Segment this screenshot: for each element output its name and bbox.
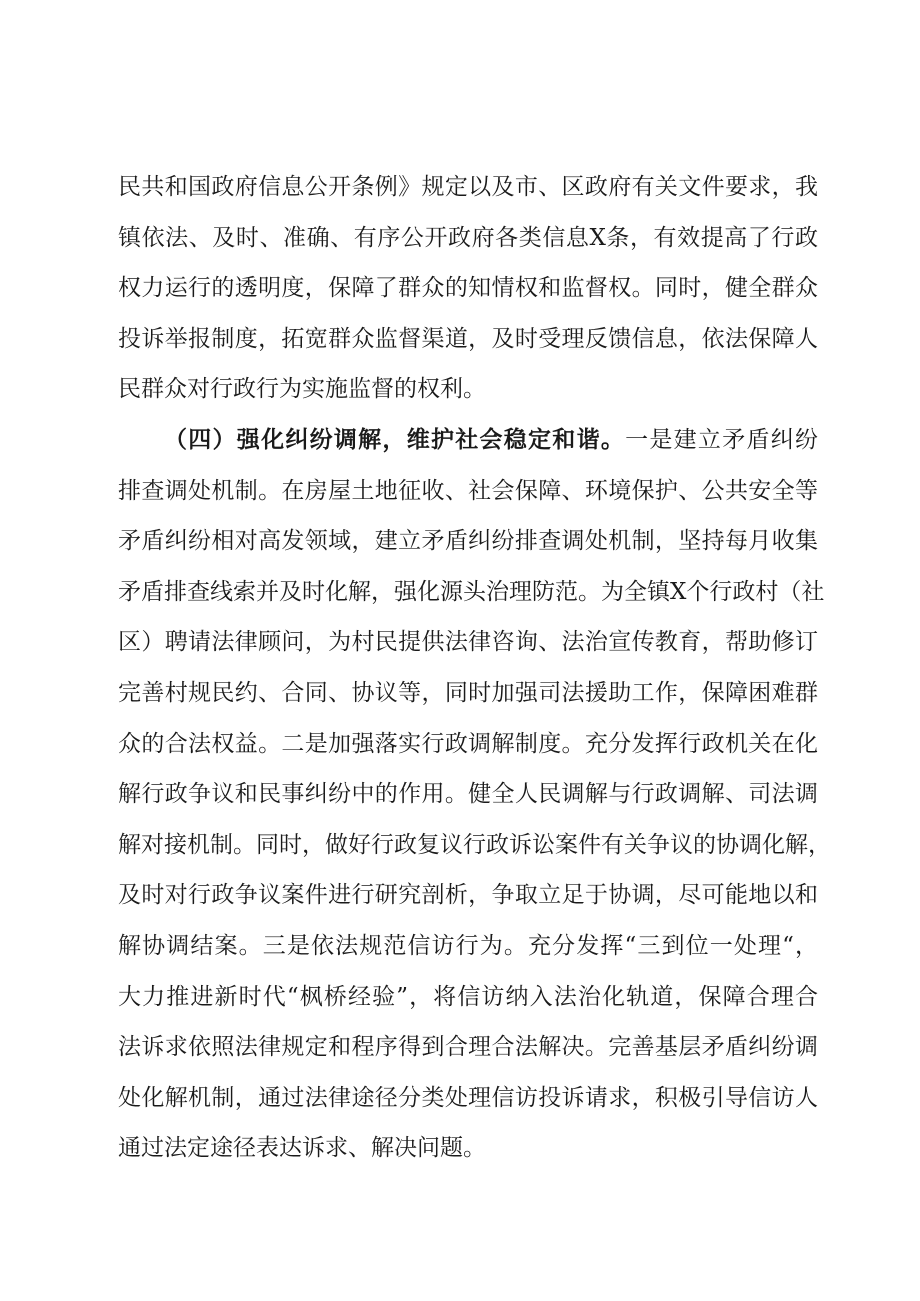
section-heading: （四）强化纠纷调解，维护社会稳定和谐。 (164, 425, 626, 453)
paragraph-first-line (118, 415, 818, 466)
paragraph-line: 民共和国政府信息公开条例》规定以及市、区政府有关文件要求，我 (118, 174, 818, 200)
paragraph-1 (118, 162, 818, 415)
paragraph-line: 镇依法、及时、准确、有序公开政府各类信息X条，有效提高了行政 (118, 224, 818, 251)
paragraph-line: 排查调处机制。在房屋土地征收、社会保障、环境保护、公共安全等 (118, 477, 818, 504)
paragraph-line: 权力运行的透明度，保障了群众的知情权和监督权。同时，健全群众 (118, 275, 818, 302)
paragraph-line: 解协调结案。三是依法规范信访行为。充分发挥“三到位一处理“， (118, 932, 818, 959)
paragraph-2 (118, 415, 831, 1174)
body-text (118, 162, 831, 1174)
paragraph-line: 投诉举报制度，拓宽群众监督渠道，及时受理反馈信息，依法保障人 (118, 325, 818, 352)
paragraph-line: 民群众对行政行为实施监督的权利。 (118, 376, 486, 403)
paragraph-line-rest: 一是建立矛盾纠纷 (625, 426, 819, 453)
paragraph-line: 解对接机制。同时，做好行政复议行政诉讼案件有关争议的协调化解， (118, 831, 831, 858)
paragraph-line: 众的合法权益。二是加强落实行政调解制度。充分发挥行政机关在化 (118, 730, 818, 757)
paragraph-line: 及时对行政争议案件进行研究剖析，争取立足于协调，尽可能地以和 (118, 882, 818, 909)
paragraph-line: 大力推进新时代“枫桥经验”，将信访纳入法治化轨道，保障合理合 (118, 983, 818, 1010)
paragraph-line: 解行政争议和民事纠纷中的作用。健全人民调解与行政调解、司法调 (118, 781, 818, 808)
paragraph-line: 通过法定途径表达诉求、解决问题。 (118, 1135, 486, 1162)
paragraph-line: 区）聘请法律顾问，为村民提供法律咨询、法治宣传教育，帮助修订 (118, 629, 818, 656)
paragraph-line: 矛盾排查线索并及时化解，强化源头治理防范。为全镇X个行政村（社 (118, 578, 825, 605)
paragraph-line: 处化解机制，通过法律途径分类处理信访投诉请求，积极引导信访人 (118, 1084, 818, 1111)
paragraph-line: 完善村规民约、合同、协议等，同时加强司法援助工作，保障困难群 (118, 679, 818, 706)
paragraph-line: 法诉求依照法律规定和程序得到合理合法解决。完善基层矛盾纠纷调 (118, 1034, 818, 1061)
paragraph-line: 矛盾纠纷相对高发领域，建立矛盾纠纷排查调处机制，坚持每月收集 (118, 528, 818, 555)
